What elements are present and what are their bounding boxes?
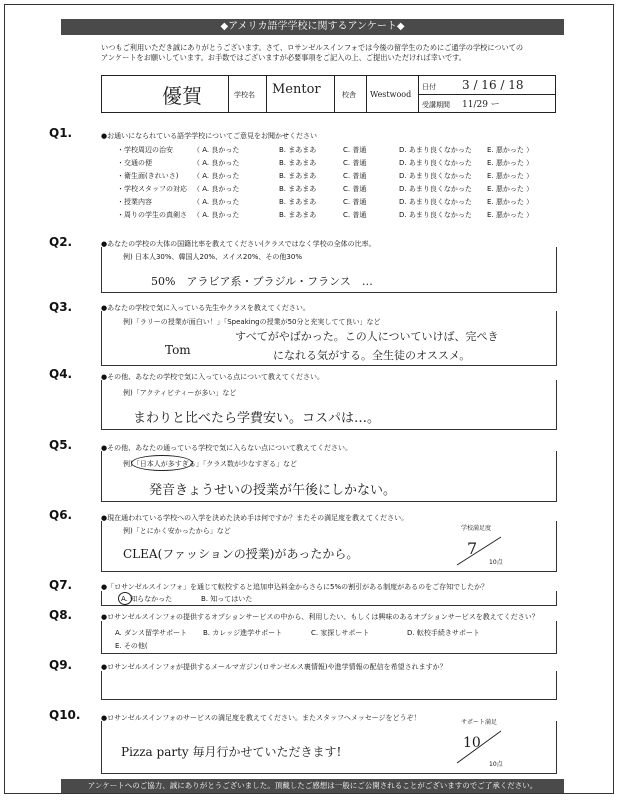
q7-option-b: B. 知ってはいた <box>201 595 253 603</box>
date-label: 日付 <box>422 83 436 91</box>
q1-row-item: ・衛生面(きれいさ) <box>117 172 179 180</box>
q1-row-option[interactable]: B. まあまあ <box>279 172 317 180</box>
q10-score-label: サポート満足 <box>461 719 498 726</box>
q8-text: ●ロサンゼルスインフォの提供するオプションサービスの中から、利用したい、もしくは興味のあるオプションサービスを教えてください？ <box>101 613 539 621</box>
school-label: 学校名 <box>234 91 255 99</box>
q9-text: ●ロサンゼルスインフォが提供するメールマガジン(ロサンゼルス裏情報)や進学情報の配信を希望されますか？ <box>101 663 447 671</box>
q1-row-option[interactable]: B. まあまあ <box>279 159 317 167</box>
q1-row-option[interactable]: C. 普通 <box>343 185 367 193</box>
q1-row-option[interactable]: C. 普通 <box>343 146 367 154</box>
name-value: 優賀 <box>162 84 202 108</box>
q7-option-a: A. 知らなかった <box>121 595 173 603</box>
q1-row-item: ・学校周辺の治安 <box>117 146 173 154</box>
q7-number: Q7. <box>49 578 73 592</box>
q1-row-option[interactable]: D. あまり良くなかった <box>399 185 472 193</box>
q2-answer: 50% アラビア系・ブラジル・フランス … <box>151 275 373 288</box>
q1-row-option[interactable]: C. 普通 <box>343 172 367 180</box>
q3-answer-line2: になれる気がする。全生徒のオススメ。 <box>273 349 471 362</box>
q4-example: 例)「アクティビティーが多い」など <box>123 389 237 397</box>
q1-row-option[interactable]: C. 普通 <box>343 159 367 167</box>
q2-text: ●あなたの学校の大体の国籍比率を教えてください(クラスではなく学校の全体の比率。 <box>101 240 376 248</box>
period-label: 受講期間 <box>422 101 450 109</box>
q5-example: 例)「日本人が多すぎる」「クラス数が少なすぎる」など <box>123 460 298 468</box>
q9-number: Q9. <box>49 658 73 672</box>
q8-option-b: B. カレッジ進学サポート <box>203 629 283 637</box>
q1-row-option[interactable]: C. 普通 <box>343 198 367 206</box>
q1-row-option[interactable]: （ A. 良かった <box>193 172 240 180</box>
survey-title: ◆アメリカ語学学校に関するアンケート◆ <box>61 19 564 35</box>
q1-row-option[interactable]: E. 悪かった ） <box>487 211 534 219</box>
q1-row-option[interactable]: B. まあまあ <box>279 185 317 193</box>
q1-row-item: ・交通の便 <box>117 159 152 167</box>
q1-row-option[interactable]: B. まあまあ <box>279 146 317 154</box>
q8-option-d: D. 転校手続きサポート <box>407 629 480 637</box>
campus-value: Westwood <box>370 90 412 99</box>
q10-number: Q10. <box>49 708 81 722</box>
q1-row-option[interactable]: （ A. 良かった <box>193 159 240 167</box>
q10-score-value: 10 <box>463 735 481 751</box>
q1-row-option[interactable]: C. 普通 <box>343 211 367 219</box>
period-value: 11/29 ー <box>462 100 500 110</box>
q8-option-a: A. ダンス留学サポート <box>115 629 187 637</box>
q1-row-option[interactable]: B. まあまあ <box>279 198 317 206</box>
footer-text: アンケートへのご協力、誠にありがとうございました。頂戴したご感想は一般にご公開されることがございますのでご了承ください。 <box>61 779 564 793</box>
q1-row-item: ・周りの学生の真剣さ <box>117 211 187 219</box>
q7-text: ●「ロサンゼルスインフォ」を通じて転校すると追加申込料金からさらに5%の割引がある制度があるのをご存知でしたか？ <box>101 583 489 591</box>
q6-example: 例)「とにかく安かったから」など <box>123 527 231 535</box>
q10-score-unit: 10点 <box>489 761 503 768</box>
q3-text: ●あなたの学校で気に入っている先生やクラスを教えてください。 <box>101 304 310 312</box>
q1-row-option[interactable]: （ A. 良かった <box>193 211 240 219</box>
q6-score-unit: 10点 <box>489 559 503 566</box>
q5-circle-mark <box>131 455 193 471</box>
q1-row-option[interactable]: E. 悪かった ） <box>487 172 534 180</box>
school-value: Mentor <box>272 82 321 97</box>
q6-score-label: 学校満足度 <box>461 525 492 532</box>
q9-answer-box <box>101 671 557 700</box>
q2-number: Q2. <box>49 235 73 249</box>
q6-text: ●現在通われている学校への入学を決めた決め手は何ですか？またその満足度を教えてください。 <box>101 514 409 522</box>
campus-label: 校舎 <box>342 91 356 99</box>
q1-row-option[interactable]: E. 悪かった ） <box>487 185 534 193</box>
q1-row-option[interactable]: D. あまり良くなかった <box>399 146 472 154</box>
q5-number: Q5. <box>49 438 73 452</box>
q4-number: Q4. <box>49 367 73 381</box>
q8-option-c: C. 家探しサポート <box>311 629 370 637</box>
q3-answer-name: Tom <box>165 343 191 357</box>
q10-answer: Pizza party 毎月行かせていただきます! <box>121 745 342 759</box>
q8-number: Q8. <box>49 608 73 622</box>
q1-row-option[interactable]: （ A. 良かった <box>193 146 240 154</box>
q5-text: ●その他、あなたの通っている学校で気に入らない点について教えてください。 <box>101 444 352 452</box>
q1-text: ●お通いになられている語学学校についてご意見をお聞かせください <box>101 132 317 140</box>
q1-row-option[interactable]: （ A. 良かった <box>193 198 240 206</box>
q4-text: ●その他、あなたの学校で気に入っている点について教えてください。 <box>101 373 324 381</box>
q2-example: 例) 日本人30%、韓国人20%、スイス20%、その他30% <box>123 253 302 261</box>
q3-example: 例)「ラリーの授業が面白い！」「Speakingの授業が50分と充実してて良い」など <box>123 318 381 326</box>
q3-answer-line1: すべてがやばかった。この人についていけば、完ぺき <box>235 330 499 343</box>
q10-text: ●ロサンゼルスインフォのサービスの満足度を教えてください。またスタッフへメッセージをどうぞ！ <box>101 714 421 722</box>
q6-number: Q6. <box>49 508 73 522</box>
q1-row-option[interactable]: D. あまり良くなかった <box>399 159 472 167</box>
survey-sheet <box>4 4 614 794</box>
q1-row-item: ・学校スタッフの対応 <box>117 185 187 193</box>
q5-answer: 発音きょうせいの授業が午後にしかない。 <box>149 483 397 498</box>
q8-option-e: E. その他( <box>115 642 148 650</box>
q1-row-option[interactable]: D. あまり良くなかった <box>399 198 472 206</box>
date-value: 3 / 16 / 18 <box>462 78 524 92</box>
q1-number: Q1. <box>49 126 73 140</box>
q1-row-item: ・授業内容 <box>117 198 152 206</box>
q6-score-value: 7 <box>467 539 478 558</box>
intro-text: いつもご利用いただき誠にありがとうございます。さて、ロサンゼルスインフォでは今後の留学生のためにご通学の学校についての アンケートをお願いしています。お手数ではございますが必要事項をご記入の上、ご提出いただければ幸いです。 <box>101 43 524 62</box>
q1-row-option[interactable]: （ A. 良かった <box>193 185 240 193</box>
q7-circle-mark <box>118 592 132 605</box>
respondent-info <box>101 75 556 113</box>
q3-number: Q3. <box>49 300 73 314</box>
q1-row-option[interactable]: E. 悪かった ） <box>487 198 534 206</box>
q1-row-option[interactable]: E. 悪かった ） <box>487 146 534 154</box>
q4-answer: まわりと比べたら学費安い。コスパは…。 <box>133 411 381 426</box>
q1-row-option[interactable]: D. あまり良くなかった <box>399 172 472 180</box>
q6-answer: CLEA(ファッションの授業)があったから。 <box>123 547 359 561</box>
q1-row-option[interactable]: E. 悪かった ） <box>487 159 534 167</box>
q1-row-option[interactable]: D. あまり良くなかった <box>399 211 472 219</box>
q1-row-option[interactable]: B. まあまあ <box>279 211 317 219</box>
